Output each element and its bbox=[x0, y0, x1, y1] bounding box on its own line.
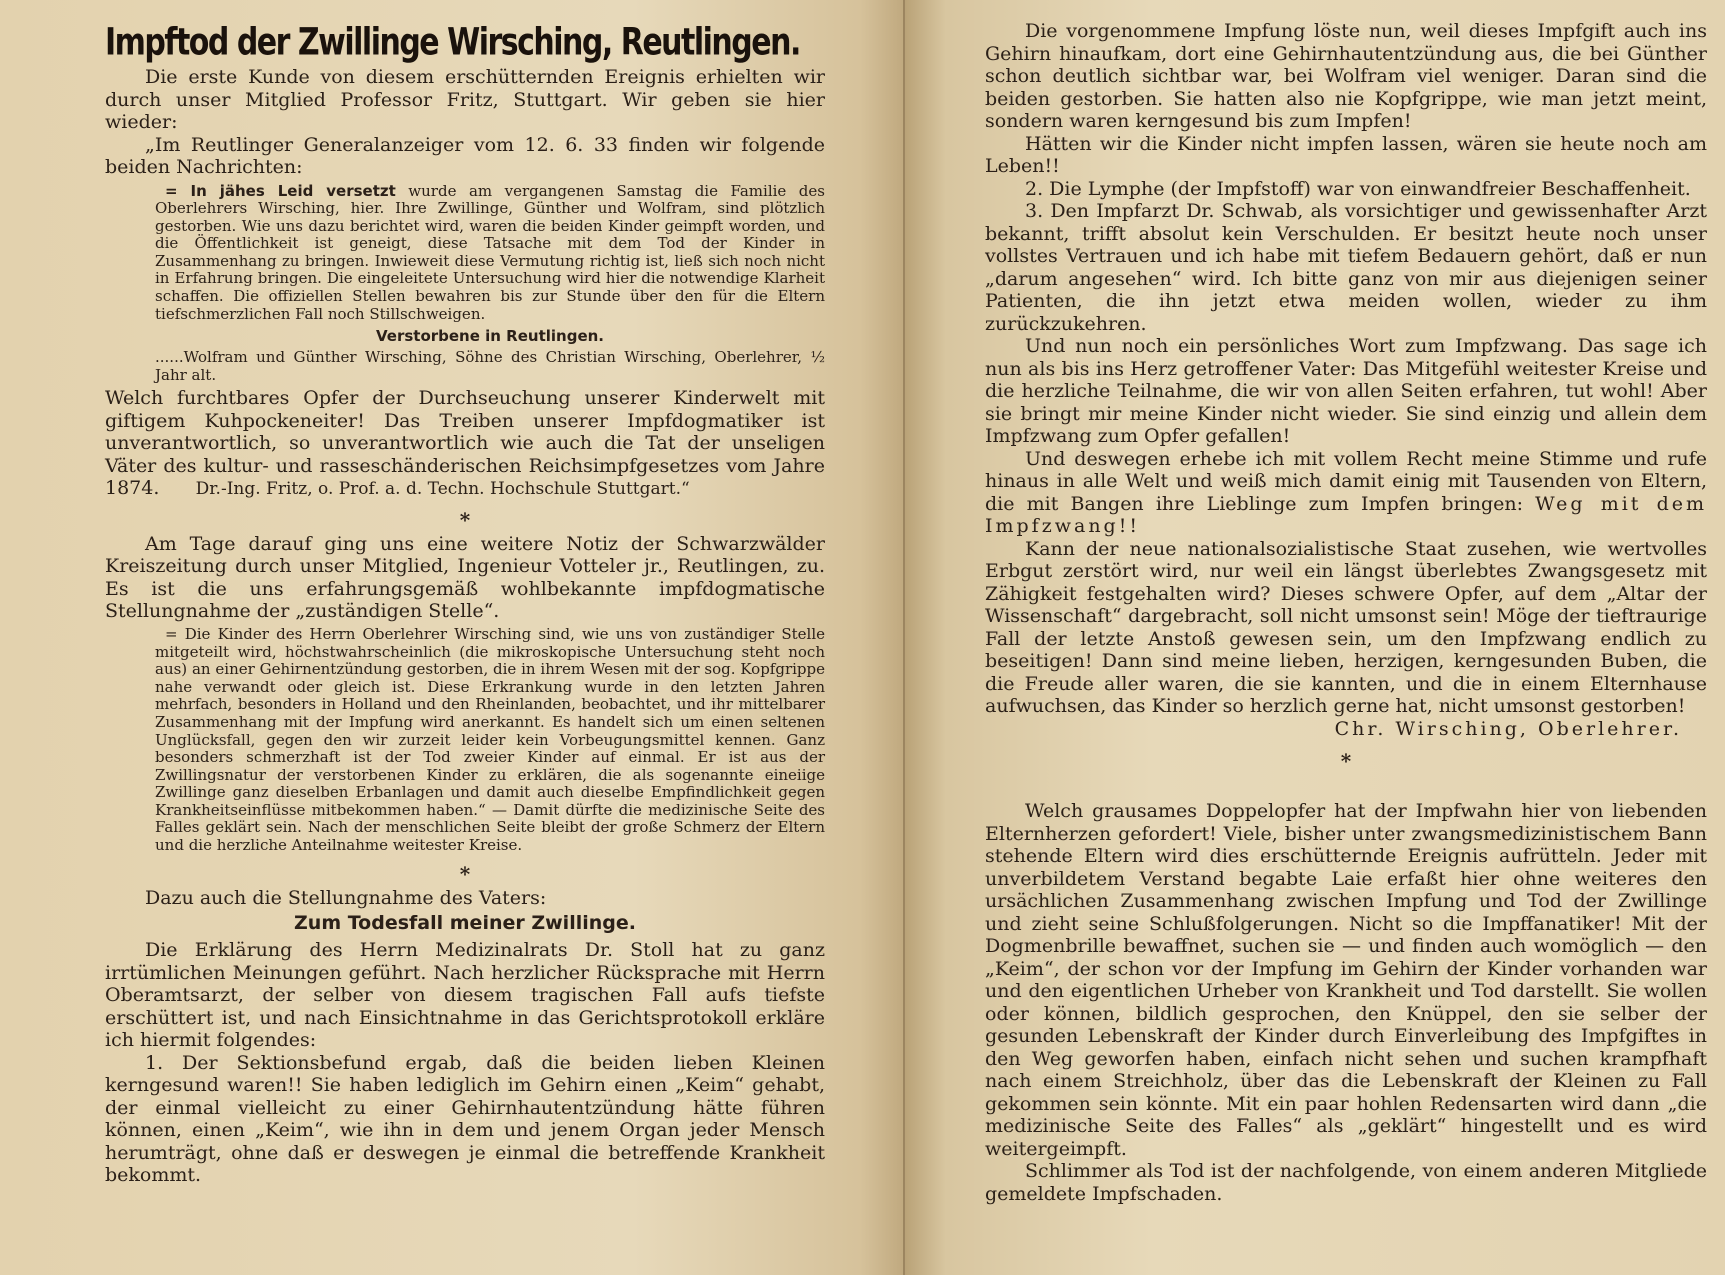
stimme-text: Und deswegen erhebe ich mit vollem Recht meine Stimme und rufe hinaus in alle Welt und weiß mich damit einig mit Tausenden von Eltern, die mit Bangen ihre Lieblinge zum Impfen bringen: bbox=[985, 447, 1707, 515]
section-separator-star: * bbox=[459, 861, 471, 886]
impfung-paragraph: Die vorgenommene Impfung löste nun, weil dieses Impfgift auch ins Gehirn hinaufkam, dort eine Gehirnhautentzündung aus, die bei Günther schon deutlich sichtbar war, bei Wolfram viel weniger. Daran sind die beiden gestorben. Sie hatten also nie Kopfgrippe, wie man jetzt meint, sondern waren kerngesund bis zum Impfen! bbox=[985, 20, 1707, 132]
signature-fritz: Dr.-Ing. Fritz, o. Prof. a. d. Techn. Hochschule Stuttgart.“ bbox=[195, 479, 690, 500]
newspaper-notice-3: = Die Kinder des Herrn Oberlehrer Wirsching sind, wie uns von zuständiger Stelle mitgeteilt wird, höchstwahrscheinlich (die mikroskopische Untersuchung steht noch aus) an einer Gehirnentzündung gestorben, die in ihrem Wesen mit der sog. Kopfgrippe nahe verwandt oder gleich ist. Diese Erkrankung wurde in den letzten Jahren mehrfach, besonders in Holland und den Rheinlanden, beobachtet, und ihr mittelbarer Zusammenhang mit der Impfung wird anerkannt. Es handelt sich um einen seltenen Unglücksfall, gegen den wir zurzeit leider kein Vorbeugungsmittel kennen. Ganz besonders schmerzhaft ist der Tod zweier Kinder auf einmal. Er ist aus der Zwillingsnatur der verstorbenen Kinder zu erklären, die als sogenannte eineiige Zwillinge ganz dieselben Erbanlagen und damit auch dieselbe Empfindlichkeit gegen Krankheitseinflüsse mitbekommen haben.“ — Damit dürfte die medizinische Seite des Falles geklärt sein. Nach der menschlichen Seite bleibt der große Schmerz der Eltern und die herzliche Anteilnahme weitester Kreise. bbox=[155, 624, 825, 855]
notice-1-lead: = In jähes Leid versetzt bbox=[165, 181, 396, 200]
newspaper-notice-1 bbox=[155, 183, 825, 324]
opfer-paragraph bbox=[105, 387, 825, 501]
point-3-paragraph: 3. Den Impfarzt Dr. Schwab, als vorsichtiger und gewissenhafter Arzt bekannt, trifft absolut kein Verschulden. Er besitzt heute noch unser vollstes Vertrauen und ich habe mit tiefem Bedauern gehört, daß er nun „darum angesehen“ wird. Ich bitte ganz von mir aus diejenigen seiner Patienten, die ihn jetzt etwa meiden wollen, wieder zu ihm zurückzukehren. bbox=[985, 200, 1707, 335]
wort-paragraph: Und nun noch ein persönliches Wort zum Impfzwang. Das sage ich nun als bis ins Herz getroffener Vater: Das Mitgefühl weitester Kreise und die herzliche Teilnahme, die wir von allen Seiten erfahren, tut wohl! Aber sie bringt mir meine Kinder nicht wieder. Sie sind einzig und allein dem Impfzwang zum Opfer gefallen! bbox=[985, 335, 1707, 447]
shout-text: Weg mit dem Impfzwang!! bbox=[985, 492, 1708, 537]
newspaper-notice-2: ......Wolfram und Günther Wirsching, Söhne des Christian Wirsching, Oberlehrer, ½ Jahr alt. bbox=[155, 348, 825, 384]
doppelopfer-paragraph: Welch grausames Doppelopfer hat der Impfwahn hier von liebenden Elternherzen gefordert! Viele, bisher unter zwangsmedizinistischem Bann stehende Eltern wird dies erschütternde Ereignis aufrütteln. Jeder mit unverbildetem Verstand begabte Laie erfaßt hier ohne weiteres den ursächlichen Zusammenhang zwischen Impfung und Tod der Zwillinge und zieht seine Schlußfolgerungen. Nicht so die Impffanatiker! Mit der Dogmenbrille bewaffnet, suchen sie — und finden auch womöglich — den „Keim“, der schon vor der Impfung im Gehirn der Kinder vorhanden war und den eigentlichen Urheber von Krankheit und Tod darstellt. Sie wollen oder können, bildlich gesprochen, den Knüppel, den sie selber der gesunden Lebenskraft der Kinder durch Einverleibung des Impfgiftes in den Weg geworfen haben, einfach nicht sehen und suchen krampfhaft nach einem Streichholz, über das die Lebenskraft der Kleinen zu Fall gekommen sein könnte. Mit ein paar hohlen Redensarten wird dann „die medizinische Seite des Falles“ als „geklärt“ hingestellt und es wird weitergeimpft. bbox=[985, 800, 1707, 1160]
signature-wirsching: Chr. Wirsching, Oberlehrer. bbox=[1334, 717, 1682, 740]
right-page bbox=[905, 0, 1725, 1275]
intro-paragraph: Die erste Kunde von diesem erschütternden Ereignis erhielten wir durch unser Mitglied Professor Fritz, Stuttgart. Wir geben sie hier wieder: bbox=[105, 66, 825, 133]
haetten-paragraph: Hätten wir die Kinder nicht impfen lassen, wären sie heute noch am Leben!! bbox=[985, 132, 1707, 177]
stimme-paragraph bbox=[985, 448, 1707, 538]
point-2-paragraph: 2. Die Lymphe (der Impfstoff) war von einwandfreier Beschaffenheit. bbox=[1025, 177, 1691, 200]
erklaerung-paragraph: Die Erklärung des Herrn Medizinalrats Dr. Stoll hat zu ganz irrtümlichen Meinungen geführt. Nach herzlicher Rücksprache mit Herrn Oberamtsarzt, der selber von diesem tragischen Fall aufs tiefste erschüttert ist, und nach Einsichtnahme in das Gerichtsprotokoll erkläre ich hiermit folgendes: bbox=[105, 939, 825, 1052]
dazu-paragraph: Dazu auch die Stellungnahme des Vaters: bbox=[145, 886, 547, 909]
notice-1-text: wurde am vergangenen Samstag die Familie des Oberlehrers Wirsching, hier. Ihre Zwillinge, Günther und Wolfram, sind plötzlich gestorben. Wie uns dazu berichtet wird, waren die beiden Kinder geimpft worden, und die Öffentlichkeit ist geneigt, diese Tatsache mit dem Tod der Kinder in Zusammenhang zu bringen. Inwieweit diese Vermutung richtig ist, ließ sich noch nicht in Erfahrung bringen. Die eingeleitete Untersuchung wird hier die notwendige Klarheit schaffen. Die offiziellen Stellen bewahren bis zur Stunde über den für die Eltern tiefschmerzlichen Fall noch Stillschweigen. bbox=[155, 181, 825, 323]
todesfall-heading: Zum Todesfall meiner Zwillinge. bbox=[294, 912, 636, 935]
opfer-text: Welch furchtbares Opfer der Durchseuchung unserer Kinderwelt mit giftigem Kuhpockeneiter! Das Treiben unserer Impfdogmatiker ist unverantwortlich, so unverantwortlich wie auch die Tat der unseligen Väter des kultur- und rasseschänderischen Reichsimpfgesetzes vom Jahre 1874. bbox=[105, 387, 825, 500]
point-1-paragraph: 1. Der Sektionsbefund ergab, daß die beiden lieben Kleinen kerngesund waren!! Sie haben lediglich im Gehirn einen „Keim“ gehabt, der einmal vielleicht zu einer Gehirnhautentzündung hätte führen können, einen „Keim“, wie ihn in dem und jenem Organ jeder Mensch herumträgt, ohne daß er deswegen je einmal die betreffende Krankheit bekommt. bbox=[105, 1051, 825, 1187]
notice-2-heading: Verstorbene in Reutlingen. bbox=[375, 327, 604, 346]
article-title: Impftod der Zwillinge Wirsching, Reutlingen. bbox=[105, 20, 800, 65]
section-separator-star: * bbox=[459, 507, 471, 532]
quote-open-paragraph: „Im Reutlinger Generalanzeiger vom 12. 6. 33 finden wir folgende beiden Nachrichten: bbox=[105, 133, 825, 178]
spacer bbox=[985, 774, 1707, 800]
tage-paragraph: Am Tage darauf ging uns eine weitere Notiz der Schwarzwälder Kreiszeitung durch unser Mitglied, Ingenieur Votteler jr., Reutlingen, zu. Es ist die uns erfahrungsgemäß wohlbekannte impfdogmatische Stellungnahme der „zuständigen Stelle“. bbox=[105, 532, 825, 623]
schlimmer-paragraph: Schlimmer als Tod ist der nachfolgende, von einem anderen Mitgliede gemeldete Impfschaden. bbox=[985, 1160, 1707, 1205]
staat-paragraph: Kann der neue nationalsozialistische Staat zusehen, wie wertvolles Erbgut zerstört wird, nur weil ein längst überlebtes Zwangsgesetz mit Zähigkeit festgehalten wird? Dieses schwere Opfer, auf dem „Altar der Wissenschaft“ dargebracht, soll nicht umsonst sein! Möge der tieftraurige Fall der letzte Anstoß gewesen sein, um den Impfzwang endlich zu beseitigen! Dann sind meine lieben, herzigen, kerngesunden Buben, die die Freude aller waren, die sie kannten, und die in einem Elternhause aufwuchsen, das Kinder so herzlich gerne hat, nicht umsonst gestorben! bbox=[985, 537, 1707, 717]
section-separator-star: * bbox=[1340, 749, 1352, 773]
